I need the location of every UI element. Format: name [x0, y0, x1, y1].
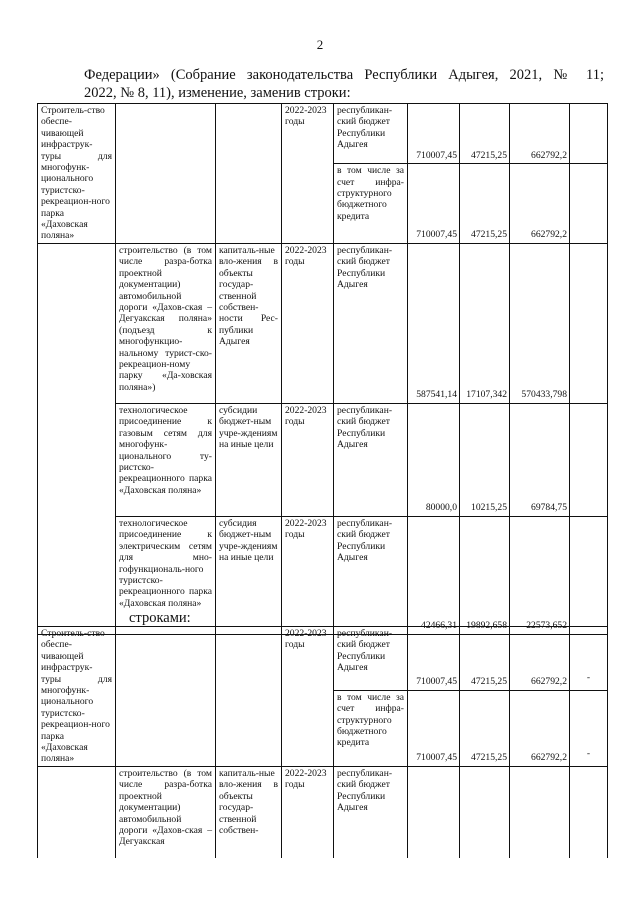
value-year2: 662792,2	[510, 690, 570, 766]
period-cell: 2022-2023 годы	[282, 516, 334, 634]
empty-cell	[216, 627, 282, 767]
period-cell: 2022-2023 годы	[282, 766, 334, 858]
page-number: 2	[316, 37, 324, 52]
activity-cell: строительство (в том числе разра-ботка проектной документации) автомобильной дороги «Дахов-ская – Дегуакская	[116, 766, 216, 858]
value-year1: 19892,658	[460, 516, 510, 634]
source-cell: республикан-ский бюджет Республики Адыгея	[334, 104, 408, 164]
value-year3: -	[570, 627, 608, 691]
empty-cell	[216, 104, 282, 244]
activity-cell: технологическое присоединение к газовым сетям для многофунк-ционального ту-ристско-рекреационного парка «Даховская поляна»	[116, 403, 216, 516]
empty-cell	[510, 766, 570, 858]
table-row	[38, 403, 608, 516]
empty-cell	[460, 766, 510, 858]
empty-cell	[38, 766, 116, 858]
activity-cell: технологическое присоединение к электрическим сетям для мно-гофункциональ-ного туристско-рекреационного парка «Даховская поляна»	[116, 516, 216, 634]
table-row	[38, 516, 608, 634]
value-year2: 22573,652	[510, 516, 570, 634]
value-year2: 69784,75	[510, 403, 570, 516]
table-old-rows	[37, 103, 608, 635]
value-year1: 47215,25	[460, 627, 510, 691]
intro-paragraph	[84, 66, 604, 102]
empty-cell	[408, 766, 460, 858]
empty-cell	[570, 516, 608, 634]
period-cell: 2022-2023 годы	[282, 403, 334, 516]
empty-cell	[570, 164, 608, 244]
value-year2: 662792,2	[510, 627, 570, 691]
empty-cell	[570, 766, 608, 858]
table-row	[38, 104, 608, 164]
value-total: 710007,45	[408, 627, 460, 691]
value-year3: -	[570, 690, 608, 766]
value-total: 587541,14	[408, 243, 460, 403]
period-cell: 2022-2023 годы	[282, 104, 334, 244]
value-year1: 47215,25	[460, 164, 510, 244]
value-year1: 10215,25	[460, 403, 510, 516]
object-cell: Строитель-ство обеспе-чивающей инфраструк-туры для многофунк-ционального туристско-рекреацион-ного парка «Даховская поляна»	[38, 104, 116, 244]
table-new-rows	[37, 626, 608, 858]
type-cell: капиталь-ные вло-жения в объекты государ-ственной собствен-ности Рес-публики Адыгея	[216, 243, 282, 403]
intro-line-2: 2022, № 8, 11), изменение, заменив строки:	[84, 85, 351, 101]
empty-cell	[570, 403, 608, 516]
table-row	[38, 243, 608, 403]
replacement-caption: строками:	[129, 610, 191, 626]
value-year1: 17107,342	[460, 243, 510, 403]
value-total: 710007,45	[408, 104, 460, 164]
empty-cell	[116, 104, 216, 244]
table-row	[38, 627, 608, 691]
source-cell: в том числе за счет инфра-структурного бюджетного кредита	[334, 164, 408, 244]
source-cell: республикан-ский бюджет Республики Адыгея	[334, 627, 408, 691]
activity-cell: строительство (в том числе разра-ботка проектной документации) автомобильной дороги «Дахов-ская – Дегуакская поляна» (подъезд к многофункцио-нальному турист-ско-рекреацион-ному парку «Да-ховская поляна»)	[116, 243, 216, 403]
value-total: 710007,45	[408, 690, 460, 766]
value-year2: 662792,2	[510, 104, 570, 164]
source-cell: республикан-ский бюджет Республики Адыгея	[334, 243, 408, 403]
period-cell: 2022-2023 годы	[282, 627, 334, 767]
value-year1: 47215,25	[460, 690, 510, 766]
type-cell: субсидия бюджет-ным учре-ждениям на иные цели	[216, 516, 282, 634]
table-row	[38, 766, 608, 858]
value-year2: 662792,2	[510, 164, 570, 244]
value-year1: 47215,25	[460, 104, 510, 164]
type-cell: субсидии бюджет-ным учре-ждениям на иные цели	[216, 403, 282, 516]
period-cell: 2022-2023 годы	[282, 243, 334, 403]
source-cell: республикан-ский бюджет Республики Адыгея	[334, 403, 408, 516]
source-cell: республикан-ский бюджет Республики Адыгея	[334, 516, 408, 634]
value-total: 710007,45	[408, 164, 460, 244]
source-cell: в том числе за счет инфра-структурного бюджетного кредита	[334, 690, 408, 766]
type-cell: капиталь-ные вло-жения в объекты государ-ственной собствен-	[216, 766, 282, 858]
source-cell: республикан-ский бюджет Республики Адыгея	[334, 766, 408, 858]
intro-line-1: Федерации» (Собрание законодательства Республики Адыгея, 2021, № 11;	[84, 67, 604, 83]
empty-cell	[570, 104, 608, 164]
value-total: 42466,31	[408, 516, 460, 634]
value-year2: 570433,798	[510, 243, 570, 403]
empty-cell	[116, 627, 216, 767]
value-total: 80000,0	[408, 403, 460, 516]
object-cell: Строитель-ство обеспе-чивающей инфраструк-туры для многофунк-ционального туристско-рекреацион-ного парка «Даховская поляна»	[38, 627, 116, 767]
empty-cell	[38, 243, 116, 634]
empty-cell	[570, 243, 608, 403]
